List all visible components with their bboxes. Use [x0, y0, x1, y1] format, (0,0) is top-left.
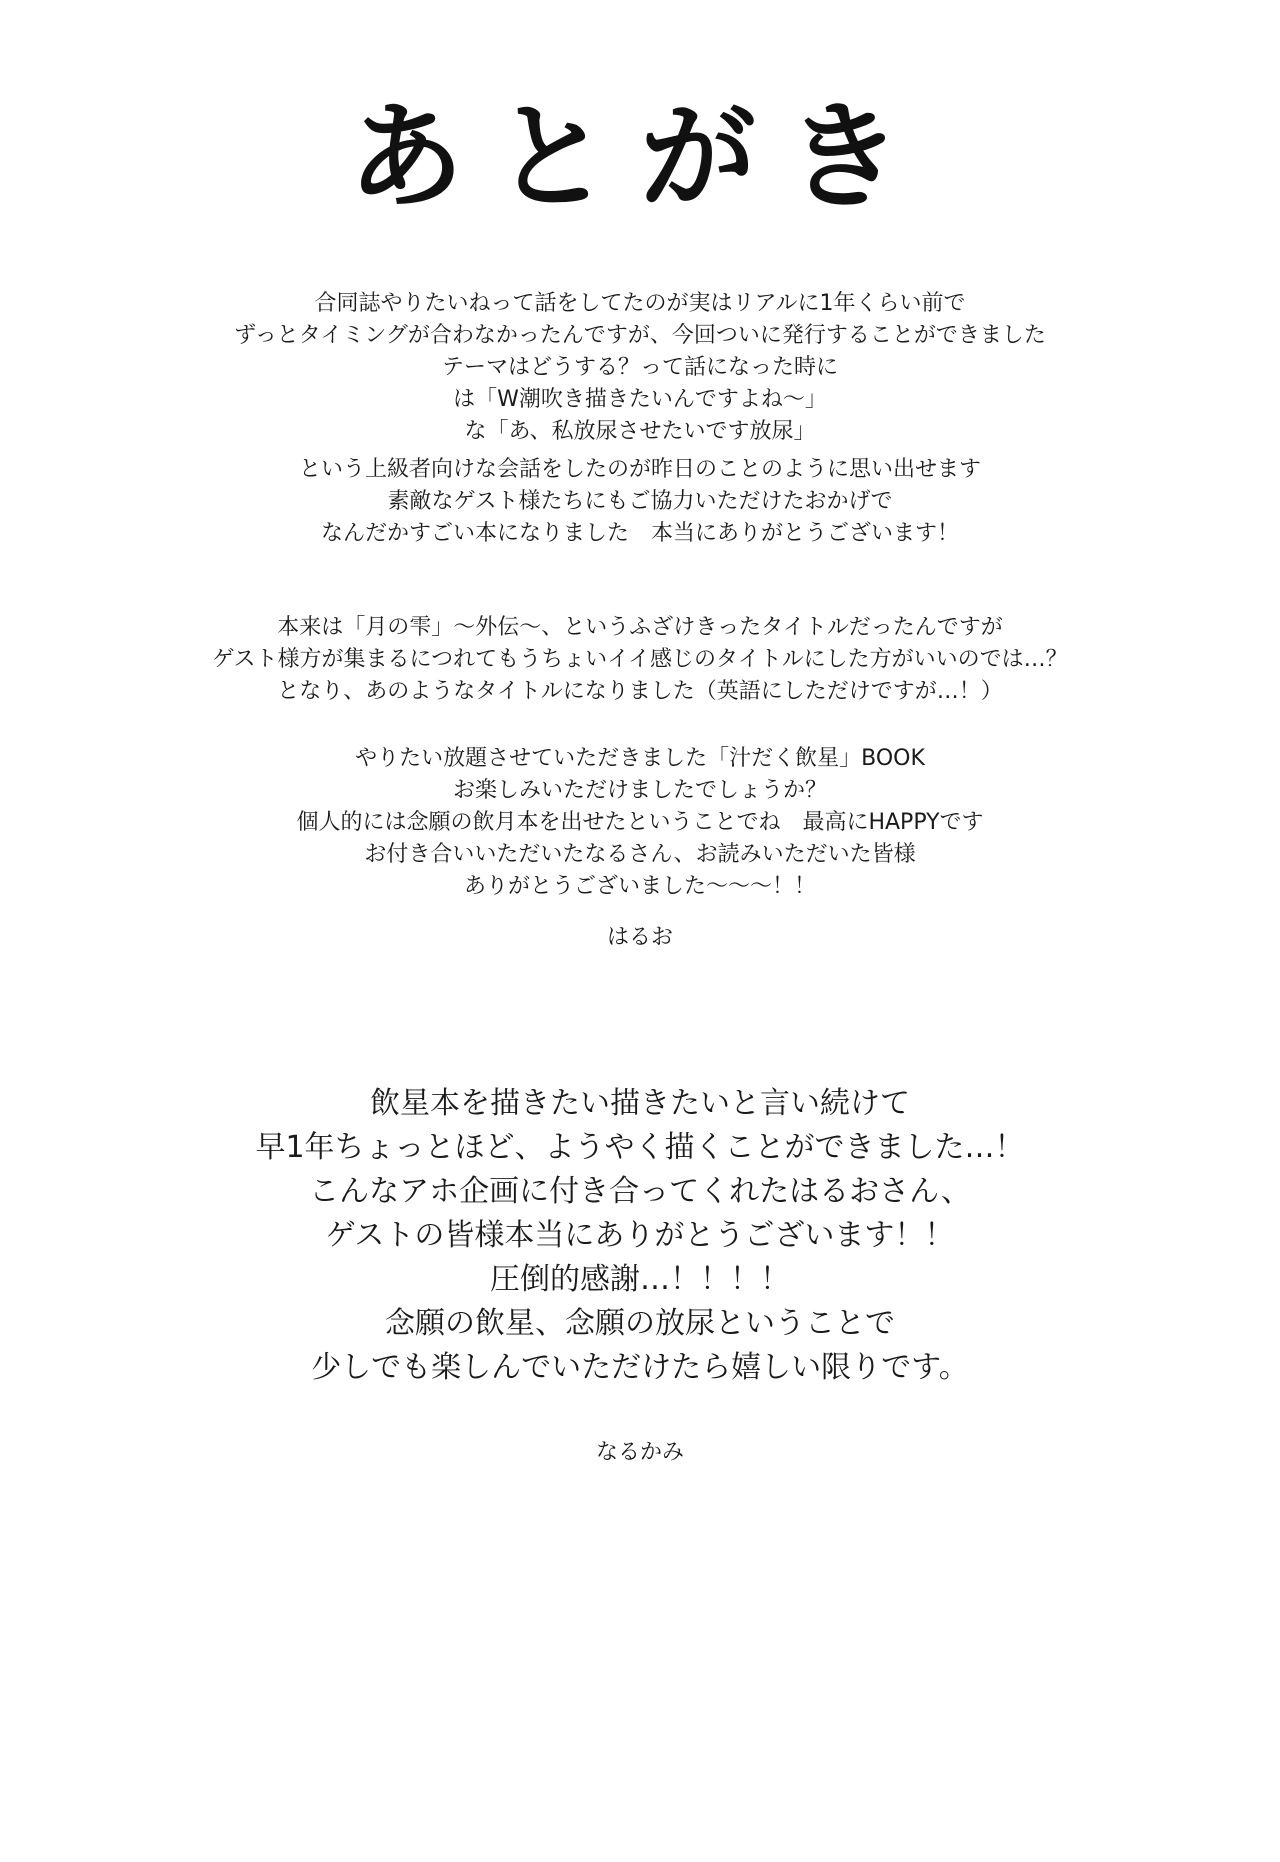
text-line: お楽しみいただけましたでしょうか？ [452, 778, 827, 803]
text-line: こんなアホ企画に付き合ってくれたはるおさん、 [309, 1174, 971, 1209]
text-line: ゲスト様方が集まるにつれてもうちょいイイ感じのタイトルにした方がいいのでは…？ [212, 647, 1068, 672]
haruo-paragraph-1 [0, 288, 1280, 550]
narukami-signature [0, 1437, 1280, 1469]
narukami-message [0, 1082, 1280, 1390]
text-line: ありがとうございました～～～！！ [463, 874, 816, 899]
text-line: 飲星本を描きたい描きたいと言い続けて [370, 1086, 910, 1121]
haruo-paragraph-3 [0, 743, 1280, 903]
text-line: となり、あのようなタイトルになりました（英語にしただけですが…！） [277, 679, 1003, 704]
text-line: 本来は「月の雫」～外伝～、というふざけきったタイトルだったんですが [277, 615, 1003, 640]
text-line: 少しでも楽しんでいただけたら嬉しい限りです。 [311, 1350, 969, 1385]
page-title: あとがき [348, 90, 932, 225]
text-line: ゲストの皆様本当にありがとうございます！！ [325, 1218, 955, 1253]
text-line: な「あ、私放尿させたいです放尿」 [464, 419, 816, 444]
text-line: 早1年ちょっとほど、ようやく描くことができました…！ [255, 1130, 1025, 1165]
text-line: 個人的には念願の飲月本を出せたということでね 最高にHAPPYです [296, 810, 984, 835]
signature-text: はるお [606, 925, 673, 950]
text-line: 念願の飲星、念願の放尿ということで [385, 1306, 895, 1341]
text-line: お付き合いいただいたなるさん、お読みいただいた皆様 [364, 842, 916, 867]
text-line: 素敵なゲスト様たちにもご協力いただけたおかげで [387, 489, 893, 514]
text-line: なんだかすごい本になりました 本当にありがとうございます！ [320, 521, 959, 546]
text-line: という上級者向けな会話をしたのが昨日のことのように思い出せます [298, 457, 981, 482]
text-line: やりたい放題させていただきました「汁だく飲星」BOOK [355, 746, 925, 771]
text-line: 圧倒的感謝…！！！！ [490, 1262, 790, 1297]
haruo-paragraph-2 [0, 612, 1280, 708]
text-line: ずっとタイミングが合わなかったんですが、今回ついに発行することができました [234, 323, 1046, 348]
text-line: 合同誌やりたいねって話をしてたのが実はリアルに1年くらい前で [314, 291, 966, 316]
haruo-signature [0, 922, 1280, 954]
text-line: テーマはどうする？って話になった時に [441, 355, 838, 380]
text-line: は「W潮吹き描きたいんですよね～」 [453, 387, 827, 412]
signature-text: なるかみ [595, 1440, 684, 1465]
